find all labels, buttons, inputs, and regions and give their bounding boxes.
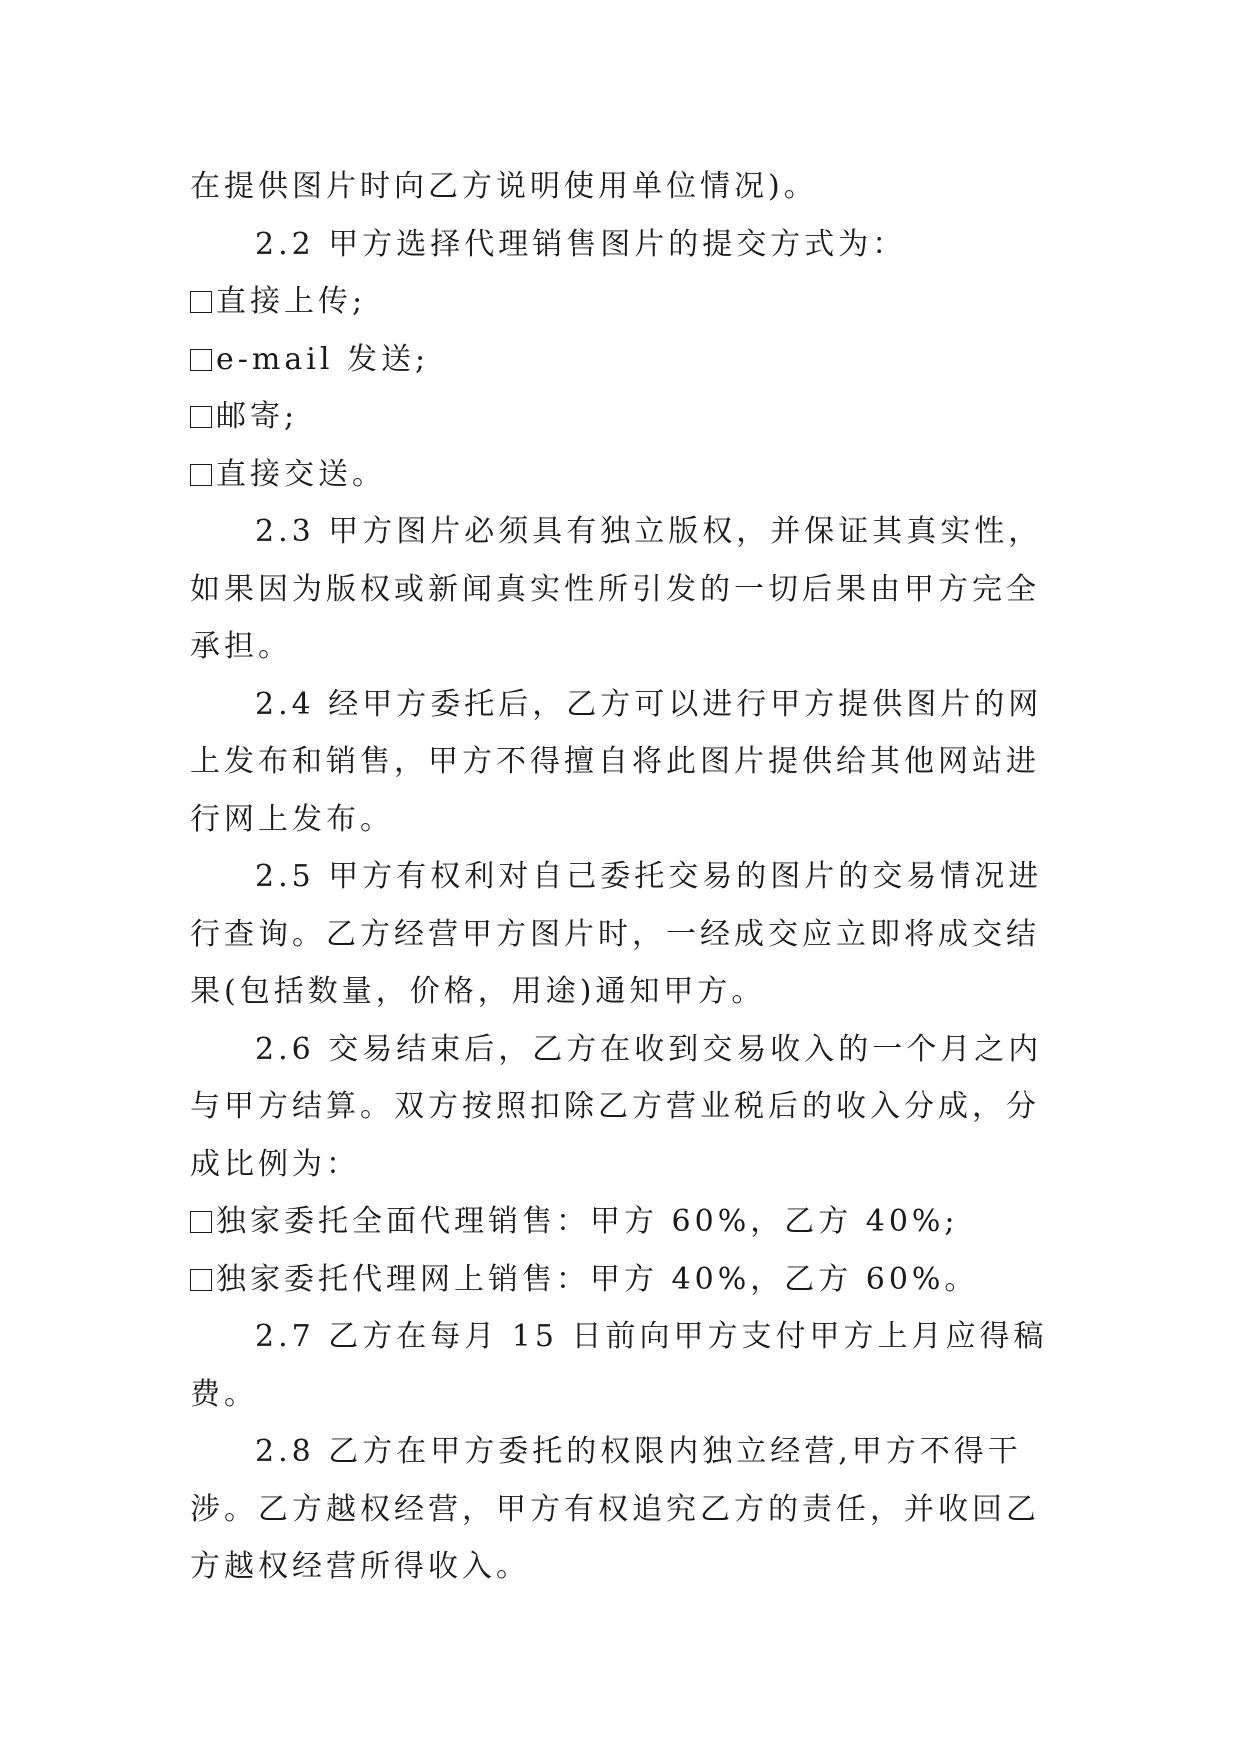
checkbox-icon[interactable] <box>190 349 212 371</box>
paragraph-continuation: 在提供图片时向乙方说明使用单位情况)。 <box>190 169 818 204</box>
clause-2-2: 2.2 甲方选择代理销售图片的提交方式为： <box>255 226 907 262</box>
clause-2-4: 2.4 经甲方委托后，乙方可以进行甲方提供图片的网上发布和销售，甲方不得擅自将此图片提供给其他网站进行网上发布。 <box>190 686 1043 837</box>
option-direct-upload[interactable] <box>190 273 1053 331</box>
checkbox-icon[interactable] <box>190 291 212 313</box>
option-exclusive-online-agency[interactable] <box>190 1251 1053 1309</box>
clause-2-8: 2.8 乙方在甲方委托的权限内独立经营,甲方不得干涉。乙方越权经营，甲方有权追究乙方的责任，并收回乙方越权经营所得收入。 <box>190 1434 1040 1584</box>
clause-2-7: 2.7 乙方在每月 15 日前向甲方支付甲方上月应得稿费。 <box>190 1319 1048 1412</box>
option-mail[interactable] <box>190 388 1053 446</box>
option-hand-delivery[interactable] <box>190 446 1053 504</box>
contract-body <box>190 158 1053 1596</box>
option-label: 直接交送。 <box>216 456 386 492</box>
option-label: 独家委托代理网上销售：甲方 40%，乙方 60%。 <box>216 1261 979 1297</box>
checkbox-icon[interactable] <box>190 464 212 486</box>
checkbox-icon[interactable] <box>190 1211 212 1233</box>
option-label: e-mail 发送; <box>216 341 430 377</box>
option-email[interactable] <box>190 331 1053 389</box>
checkbox-icon[interactable] <box>190 1269 212 1291</box>
option-exclusive-full-agency[interactable] <box>190 1193 1053 1251</box>
option-label: 直接上传; <box>216 284 367 319</box>
option-label: 邮寄; <box>216 399 299 434</box>
checkbox-icon[interactable] <box>190 406 212 428</box>
clause-2-5: 2.5 甲方有权利对自己委托交易的图片的交易情况进行查询。乙方经营甲方图片时，一经成交应立即将成交结果(包括数量，价格，用途)通知甲方。 <box>190 859 1043 1009</box>
option-label: 独家委托全面代理销售：甲方 60%，乙方 40%; <box>216 1204 959 1239</box>
clause-2-6: 2.6 交易结束后，乙方在收到交易收入的一个月之内与甲方结算。双方按照扣除乙方营业税后的收入分成，分成比例为： <box>190 1031 1043 1182</box>
clause-2-3: 2.3 甲方图片必须具有独立版权，并保证其真实性，如果因为版权或新闻真实性所引发的一切后果由甲方完全承担。 <box>190 514 1043 664</box>
